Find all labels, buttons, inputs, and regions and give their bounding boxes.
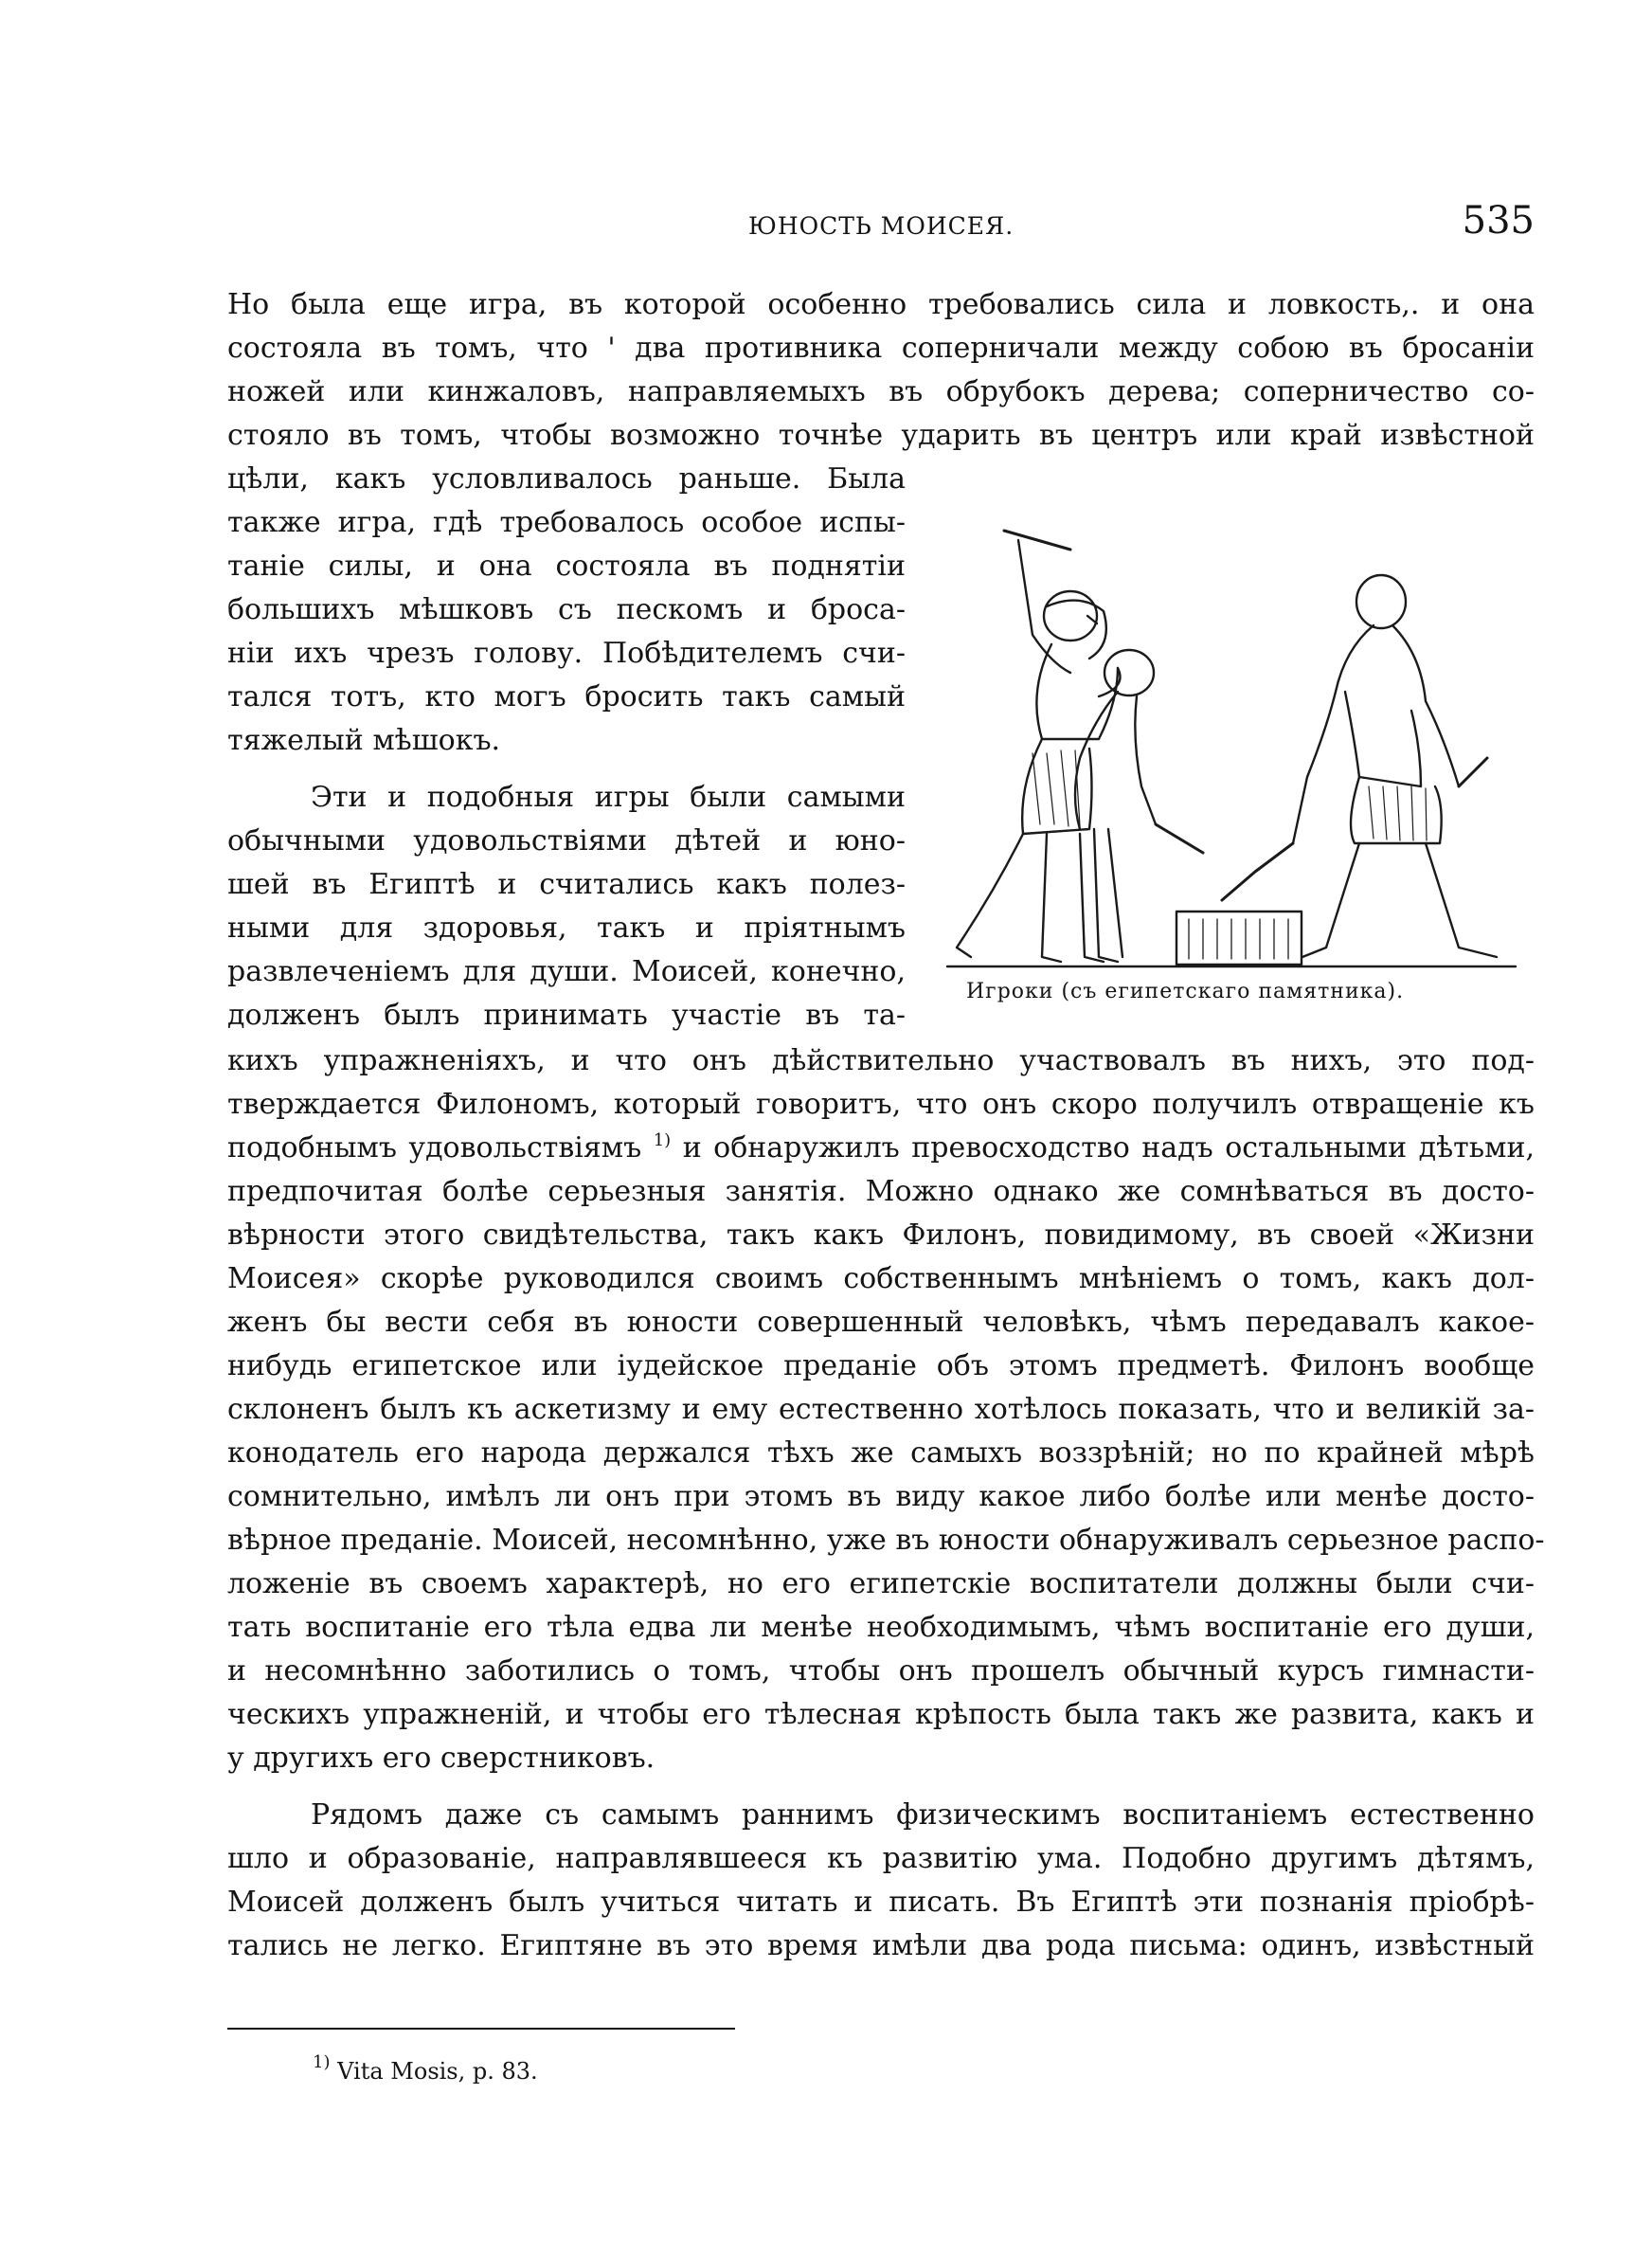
text-line: кихъ упражненіяхъ, и что онъ дѣйствительно участвовалъ въ нихъ, это под- xyxy=(227,1044,1535,1077)
text-line: также игра, гдѣ требовалось особое испы- xyxy=(227,506,906,539)
text-line: шло и образованіе, направлявшееся къ развитію ума. Подобно другимъ дѣтямъ, xyxy=(227,1842,1535,1875)
text-fragment: подобнымъ удовольствіямъ xyxy=(227,1131,642,1165)
text-line: тались не легко. Египтяне въ это время имѣли два рода письма: одинъ, извѣстный xyxy=(227,1929,1535,1962)
text-line: большихъ мѣшковъ съ пескомъ и броса- xyxy=(227,593,906,626)
figure xyxy=(928,502,1535,1014)
text-line: Но была еще игра, въ которой особенно требовались сила и ловкость,. и она xyxy=(227,288,1535,321)
text-line: нибудь египетское или іудейское преданіе объ этомъ предметѣ. Филонъ вообще xyxy=(227,1349,1535,1382)
text-line: цѣли, какъ условливалось раньше. Была xyxy=(227,462,906,496)
text-line: ными для здоровья, такъ и пріятнымъ xyxy=(227,912,906,945)
text-line: состояла въ томъ, что ' два противника соперничали между собою въ бросаніи xyxy=(227,332,1535,365)
text-fragment: и обнаружилъ превосходство надъ остальными дѣтьми, xyxy=(682,1131,1535,1165)
text-line: тверждается Филономъ, который говоритъ, что онъ скоро получилъ отвращеніе къ xyxy=(227,1088,1535,1121)
text-line: стояло въ томъ, чтобы возможно точнѣе ударить въ центръ или край извѣстной xyxy=(227,419,1535,452)
text-line: склоненъ былъ къ аскетизму и ему естественно хотѣлось показать, что и великій за- xyxy=(227,1393,1535,1426)
text-line: Моисея» скорѣе руководился своимъ собственнымъ мнѣніемъ о томъ, какъ дол- xyxy=(227,1262,1535,1295)
text-line: вѣрности этого свидѣтельства, такъ какъ Филонъ, повидимому, въ своей «Жизни xyxy=(227,1219,1535,1252)
text-line: ножей или кинжаловъ, направляемыхъ въ обрубокъ дерева; соперничество со- xyxy=(227,375,1535,408)
egyptian-players-illustration-icon xyxy=(928,502,1535,976)
page-number: 535 xyxy=(1462,199,1535,243)
footnote-marker: 1) xyxy=(313,2052,331,2072)
running-head xyxy=(227,199,1535,252)
text-line: Рядомъ даже съ самымъ раннимъ физическимъ воспитаніемъ естественно xyxy=(311,1798,1535,1832)
text-line: обычными удовольствіями дѣтей и юно- xyxy=(227,824,906,858)
text-line: ніи ихъ чрезъ голову. Побѣдителемъ счи- xyxy=(227,637,906,670)
text-line: Эти и подобныя игры были самыми xyxy=(311,781,906,814)
text-line: ческихъ упражненій, и чтобы его тѣлесная крѣпость была такъ же развита, какъ и xyxy=(227,1698,1535,1731)
text-line: женъ бы вести себя въ юности совершенный человѣкъ, чѣмъ передавалъ какое- xyxy=(227,1306,1535,1339)
text-line: конодатель его народа держался тѣхъ же самыхъ воззрѣній; но по крайней мѣрѣ xyxy=(227,1436,1535,1470)
text-line: тался тотъ, кто могъ бросить такъ самый xyxy=(227,680,906,713)
footnote-reference: 1) xyxy=(653,1130,672,1150)
text-line: сомнительно, имѣлъ ли онъ при этомъ въ виду какое либо болѣе или менѣе досто- xyxy=(227,1480,1535,1513)
text-line: у другихъ его сверстниковъ. xyxy=(227,1742,655,1775)
text-line: тать воспитаніе его тѣла едва ли менѣе необходимымъ, чѣмъ воспитаніе его души, xyxy=(227,1611,1535,1644)
text-line: развлеченіемъ для души. Моисей, конечно, xyxy=(227,955,906,988)
footnote-divider xyxy=(227,2028,735,2030)
text-line: шей въ Египтѣ и считались какъ полез- xyxy=(227,868,906,901)
footnote-text: Vita Mosis, p. 83. xyxy=(337,2058,538,2085)
text-line: Моисей долженъ былъ учиться читать и писать. Въ Египтѣ эти познанія пріобрѣ- xyxy=(227,1886,1535,1919)
text-line: вѣрное преданіе. Моисей, несомнѣнно, уже въ юности обнаруживалъ серьезное распо- xyxy=(227,1524,1545,1557)
text-line: таніе силы, и она состояла въ поднятіи xyxy=(227,550,906,583)
text-line-with-footnote xyxy=(227,1128,1535,1169)
text-line: и несомнѣнно заботились о томъ, чтобы онъ прошелъ обычный курсъ гимнасти- xyxy=(227,1654,1535,1688)
text-line: предпочитая болѣе серьезныя занятія. Можно однако же сомнѣваться въ досто- xyxy=(227,1175,1535,1208)
footnote xyxy=(313,2052,538,2085)
text-line: долженъ былъ принимать участіе въ та- xyxy=(227,999,906,1032)
figure-caption: Игроки (съ египетскаго памятника). xyxy=(966,980,1405,1003)
text-line: ложеніе въ своемъ характерѣ, но его египетскіе воспитатели должны были счи- xyxy=(227,1567,1535,1600)
running-title: ЮНОСТЬ МОИСЕЯ. xyxy=(748,212,1015,240)
text-line: тяжелый мѣшокъ. xyxy=(227,724,501,757)
